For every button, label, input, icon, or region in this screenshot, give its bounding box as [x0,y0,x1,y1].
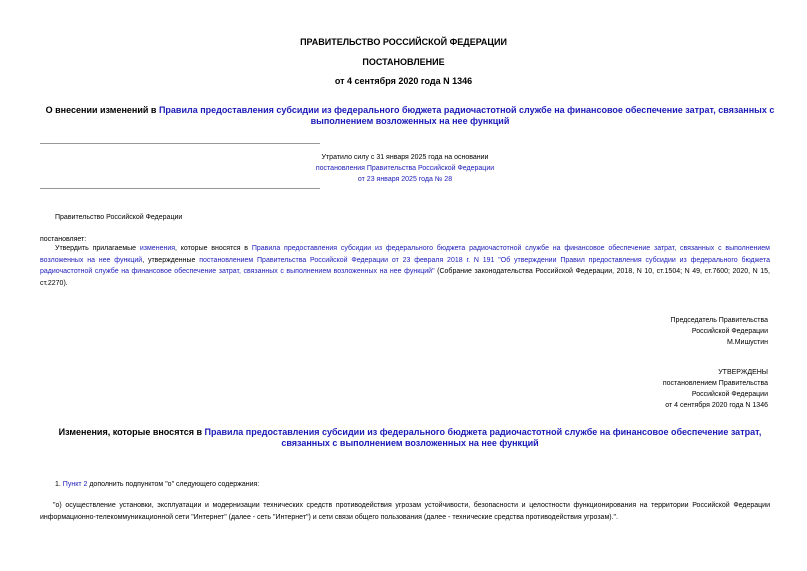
approved-by: постановлением Правительства [662,380,768,387]
signature-name: М.Мишустин [726,339,768,346]
signature-block [671,315,768,348]
link-rules[interactable]: Правила предоставления субсидии из федерального бюджета радиочастотной службе на финансовое обеспечение затрат, связанных с выполнением возложенных на нее функций [40,245,770,264]
para-text: Утвердить прилагаемые [55,245,140,252]
change-item-1 [55,479,259,490]
document-type: ПОСТАНОВЛЕНИЕ [362,57,445,67]
changes-heading-prefix: Изменения, которые вносятся в [58,427,205,437]
item-text: дополнить подпунктом "о" следующего содержания: [87,481,260,488]
resolution-paragraph [40,243,770,289]
divider-bottom [40,188,320,189]
title-prefix: О внесении изменений в [45,105,159,115]
government-heading: ПРАВИТЕЛЬСТВО РОССИЙСКОЙ ФЕДЕРАЦИИ [300,37,507,47]
quote-paragraph: "о) осуществление установки, эксплуатации и модернизации технических средств противодействия угрозам устойчивости, безопасности и целостности функционирования на территории Российской Федерации информационно-телекоммуникационной сети "Интернет" (далее - сеть "Интернет") и сети связи общего пользования (далее - технические средства противодействия угрозам).". [40,502,770,521]
item-number: 1. [55,481,63,488]
link-point-2[interactable]: Пункт 2 [62,481,88,488]
signature-title: Председатель Правительства [670,317,768,324]
para-text: (Собрание законодательства Российской Федерации, 2018, N 10, ст.1504; N 49, ст.7600; 2020, N 15, ст.2270). [40,268,770,287]
document-date: от 4 сентября 2020 года N 1346 [334,76,473,86]
approved-date: от 4 сентября 2020 года N 1346 [665,402,768,409]
link-changes[interactable]: изменения [139,245,176,252]
approved-block [663,367,768,411]
decides-line: постановляет: [40,236,87,243]
status-note-line1: Утратило силу с 31 января 2025 года на основании [321,154,489,161]
document-title [40,105,780,127]
signature-country: Российской Федерации [691,328,768,335]
changes-heading [50,427,770,449]
approved-label: УТВЕРЖДЕНЫ [718,369,768,376]
divider-top [40,143,320,144]
status-note-link-date[interactable]: от 23 января 2025 года № 28 [357,176,453,183]
para-text: , утвержденные [142,256,200,264]
status-note [300,152,510,185]
title-link[interactable]: Правила предоставления субсидии из федерального бюджета радиочастотной службе на финансовое обеспечение затрат, связанных с выполнением возложенных на нее функций [158,105,775,126]
government-line: Правительство Российской Федерации [55,214,183,221]
approved-country: Российской Федерации [691,391,768,398]
status-note-link-decree[interactable]: постановления Правительства Российской Федерации [315,165,495,172]
link-decree-191[interactable]: постановлением Правительства Российской Федерации от 23 февраля 2018 г. N 191 "Об утверждении Правил предоставления субсидии из федерального бюджета радиочастотной службе на финансовое обеспечение затрат, связанных с выполнением возложенных на нее функций" [40,256,770,275]
para-text: , которые вносятся в [175,245,252,252]
changes-heading-link[interactable]: Правила предоставления субсидии из федерального бюджета радиочастотной службе на финансовое обеспечение затрат, связанных с выполнением возложенных на нее функций [204,427,762,448]
